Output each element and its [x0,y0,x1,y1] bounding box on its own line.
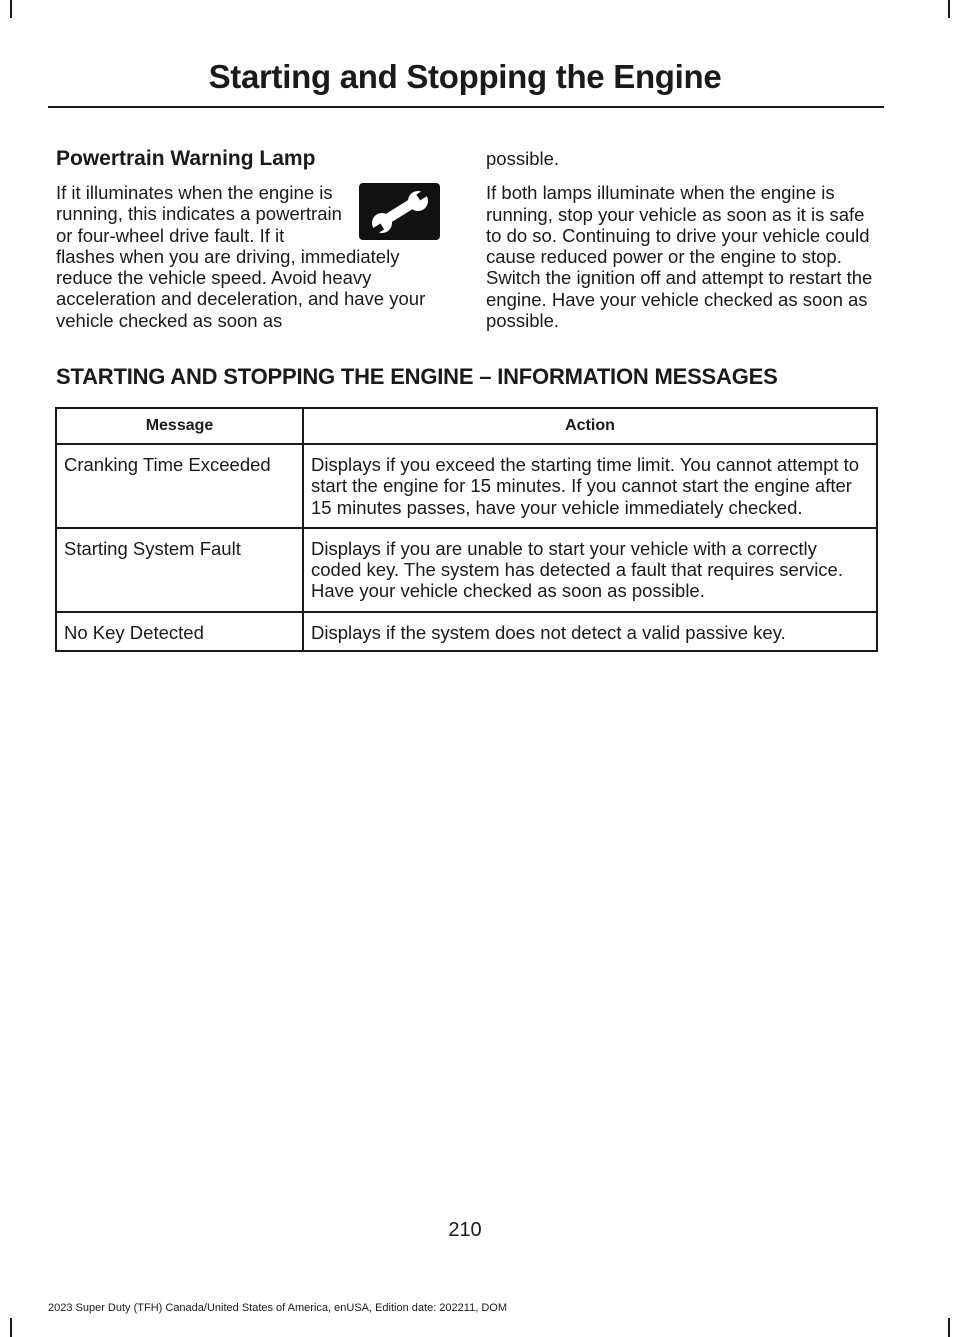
message-cell: No Key Detected [56,612,303,651]
action-cell: Displays if the system does not detect a valid passive key. [303,612,877,651]
crop-mark-top-left [10,0,12,18]
both-lamps-paragraph: If both lamps illuminate when the engine is running, stop your vehicle as soon as it is safe to do so. Continuing to drive your vehicle could cause reduced power or the engine to stop. Switch the ignition off and attempt to restart the engine. Have your vehicle checked as soon as possible. [486,182,873,332]
footer-edition-info: 2023 Super Duty (TFH) Canada/United States of America, enUSA, Edition date: 202211, DOM [48,1302,507,1314]
table-header-row [56,408,877,444]
powertrain-section-title: Powertrain Warning Lamp [56,147,316,170]
wrench-icon-glyph [369,189,431,235]
table-row [56,444,877,528]
column-header-message: Message [56,408,303,444]
table-row [56,612,877,651]
page-header-title: Starting and Stopping the Engine [208,58,722,95]
information-messages-heading: STARTING AND STOPPING THE ENGINE – INFORMATION MESSAGES [56,364,778,389]
column-header-action: Action [303,408,877,444]
information-messages-table [55,407,878,652]
header-divider [48,106,884,108]
action-cell: Displays if you exceed the starting time limit. You cannot attempt to start the engine for 15 minutes. If you cannot start the engine after 15 minutes passes, have your vehicle immediately checked. [303,444,877,528]
message-cell: Starting System Fault [56,528,303,612]
crop-mark-bottom-left [10,1318,12,1337]
powertrain-description: If it illuminates when the engine is running, this indicates a powertrain or four-wheel drive fault. If it flashes when you are driving, immediately reduce the vehicle speed. Avoid heavy acceleration and deceleration, and have your vehicle checked as soon as [56,182,426,331]
table-row [56,528,877,612]
crop-mark-bottom-right [948,1318,950,1337]
crop-mark-top-right [948,0,950,18]
action-cell: Displays if you are unable to start your vehicle with a correctly coded key. The system has detected a fault that requires service. Have your vehicle checked as soon as possible. [303,528,877,612]
wrench-icon [359,183,440,240]
right-column [486,146,882,331]
left-column [56,146,448,331]
page-number: 210 [448,1219,482,1241]
message-cell: Cranking Time Exceeded [56,444,303,528]
powertrain-description-continued: possible. [486,148,560,169]
